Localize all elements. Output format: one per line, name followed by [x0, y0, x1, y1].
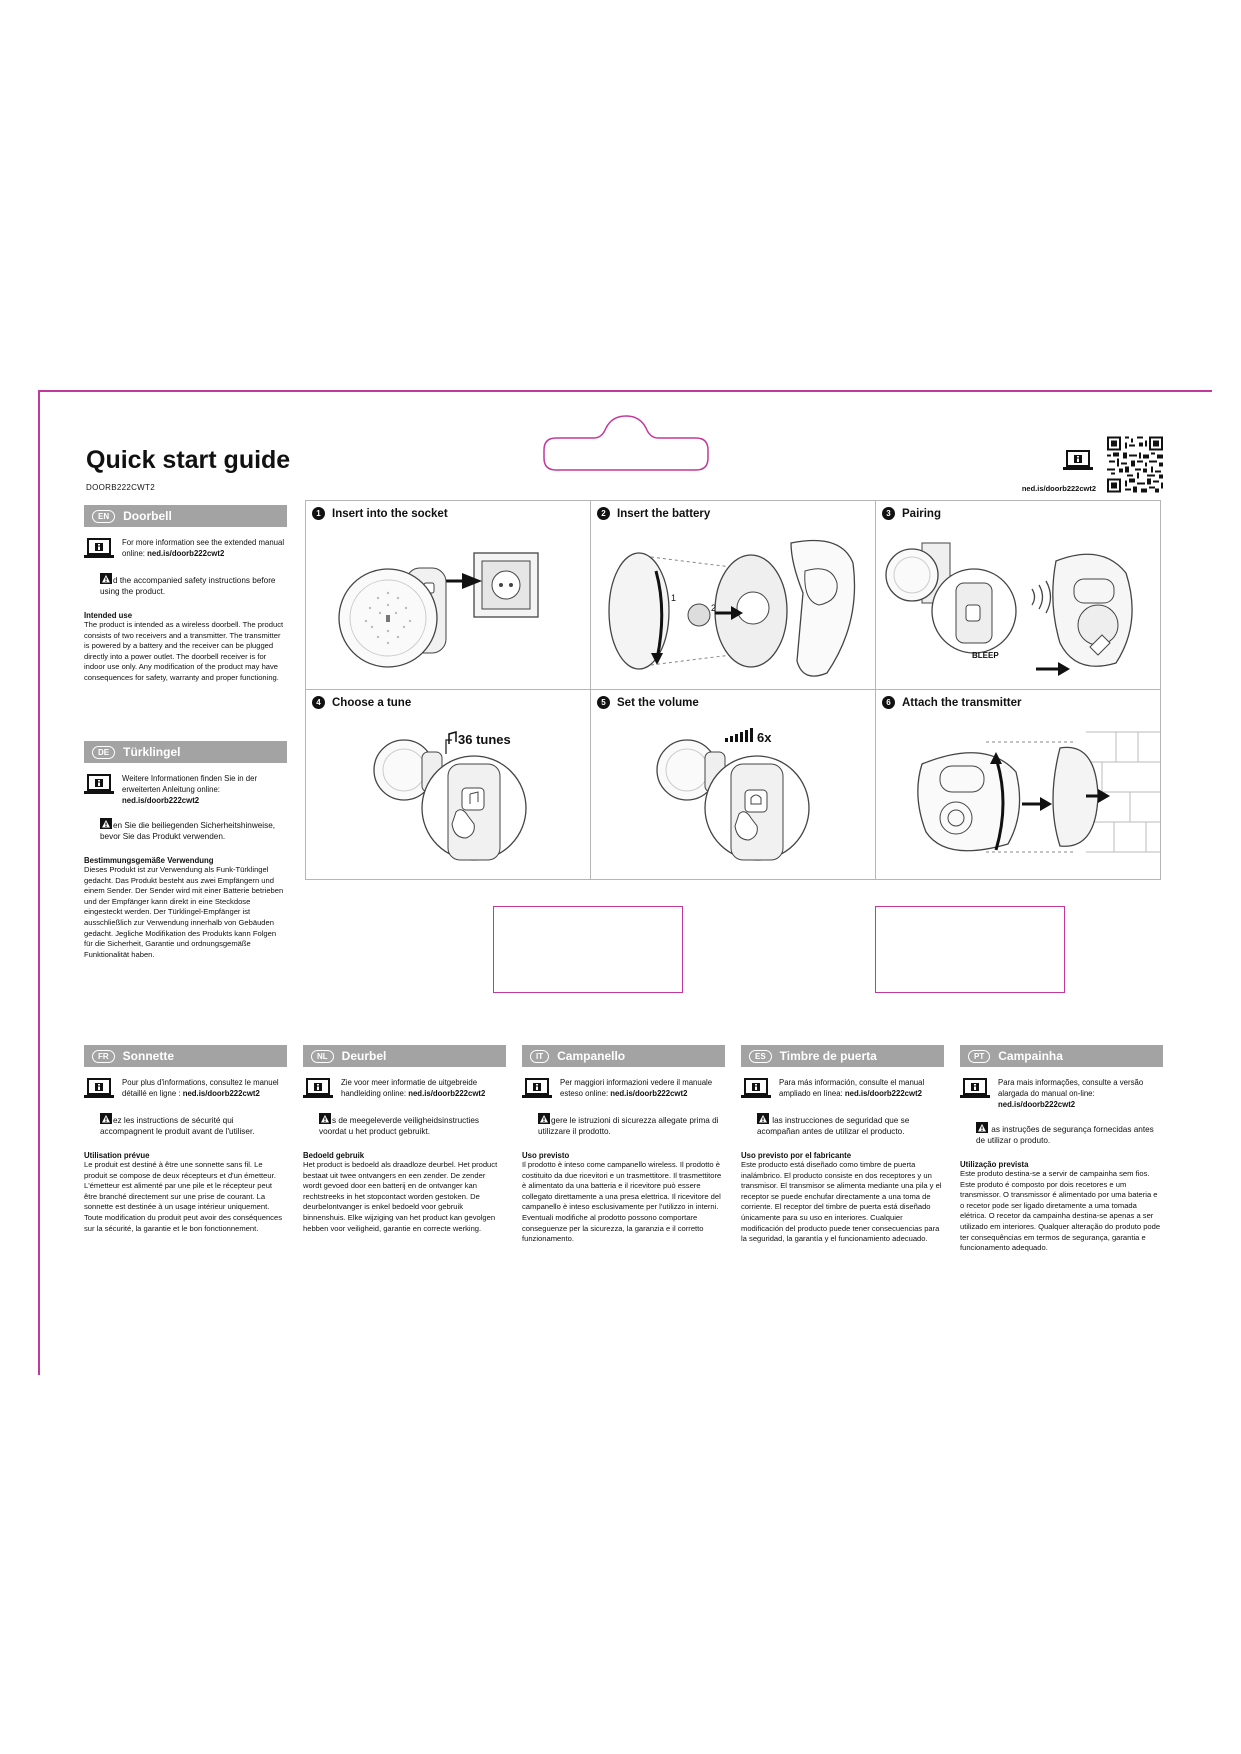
intended-use-title: Utilização prevista [960, 1160, 1029, 1169]
pairing-illustration [876, 523, 1160, 689]
warning-text: s de meegeleverde veiligheidsinstructies voordat u het product gebruikt. [319, 1116, 479, 1136]
lang-section-nl [303, 1045, 506, 1234]
step-6-panel [876, 690, 1161, 880]
model-number: DOORB222CWT2 [86, 483, 155, 492]
warning-triangle-icon [757, 1113, 769, 1124]
safety-warning [960, 1122, 1163, 1146]
steps-grid [305, 500, 1161, 880]
warning-triangle-icon [976, 1122, 988, 1133]
battery-insert-illustration [591, 523, 875, 689]
online-manual-info [84, 773, 287, 806]
intended-use-text: The product is intended as a wireless doorbell. The product consists of two receivers and a transmitter. The transmitter is powered by a battery and the receiver can be plugged directly into a power outlet. The doorbell receiver is for indoor use only. Any modification of the product may have consequences for safety, warranty and proper functioning. [84, 620, 284, 682]
manual-link[interactable]: ned.is/doorb222cwt2 [408, 1089, 486, 1098]
intended-use-title: Bedoeld gebruik [303, 1151, 365, 1160]
lang-section-fr [84, 1045, 287, 1234]
safety-warning [522, 1113, 725, 1137]
tunes-label: 36 tunes [458, 732, 511, 747]
laptop-info-icon [741, 1077, 771, 1101]
manual-link[interactable]: ned.is/doorb222cwt2 [844, 1089, 923, 1098]
choose-tune-illustration [306, 712, 590, 878]
lang-section-it [522, 1045, 725, 1245]
step-title: Choose a tune [332, 696, 412, 709]
warning-text: ez les instructions de sécurité qui accompagnent le produit avant de l'utiliser. [100, 1116, 255, 1136]
warning-triangle-icon [538, 1113, 550, 1124]
online-manual-info [741, 1077, 944, 1101]
crop-guide-left [38, 390, 40, 1375]
intended-use-text: Il prodotto è inteso come campanello wireless. Il prodotto è costituito da due ricevitori e un trasmettitore. Il trasmettitore è alimentato da una batteria e il ricevitore può essere collegato direttamente a una presa elettrica. Il ricevitore del campanello è inteso esclusivamente per l'utilizzo in interni. Eventuali modifiche al prodotto possono comportare conseguenze per la sicurezza, la garanzia e il corretto funzionamento. [522, 1160, 722, 1244]
manual-link[interactable]: ned.is/doorb222cwt2 [1021, 484, 1096, 493]
laptop-info-icon [84, 1077, 114, 1101]
warning-triangle-icon [100, 818, 112, 829]
safety-warning [741, 1113, 944, 1137]
lang-header-en [84, 505, 287, 527]
manual-link[interactable]: ned.is/doorb222cwt2 [998, 1100, 1076, 1109]
lang-code-badge: NL [311, 1050, 334, 1063]
step-number: 6 [882, 696, 895, 709]
step-1-panel [306, 501, 591, 690]
lang-code-badge: ES [749, 1050, 772, 1063]
online-manual-info [960, 1077, 1163, 1110]
lang-code-badge: FR [92, 1050, 115, 1063]
laptop-info-icon [303, 1077, 333, 1101]
step-number: 3 [882, 507, 895, 520]
lang-section-en [84, 505, 287, 684]
manual-link[interactable]: ned.is/doorb222cwt2 [122, 796, 200, 805]
online-manual-info [303, 1077, 506, 1101]
info-text: Zie voor meer informatie de uitgebreide handleiding online: [341, 1078, 478, 1098]
intended-use-title: Utilisation prévue [84, 1151, 150, 1160]
qr-code-icon[interactable] [1107, 436, 1163, 493]
lang-header-it [522, 1045, 725, 1067]
online-manual-info [84, 1077, 287, 1101]
manual-link[interactable]: ned.is/doorb222cwt2 [182, 1089, 260, 1098]
warning-triangle-icon [319, 1113, 331, 1124]
lang-section-es [741, 1045, 944, 1245]
info-text: Para más información, consulte el manual ampliado en línea: [779, 1078, 925, 1098]
info-text: Per maggiori informazioni vedere il manuale esteso online: [560, 1078, 713, 1098]
warning-text: las instrucciones de seguridad que se acompañan antes de utilizar el producto. [757, 1116, 910, 1136]
safety-warning [84, 1113, 287, 1137]
attach-transmitter-illustration [876, 712, 1160, 878]
warning-text: d the accompanied safety instructions before using the product. [100, 576, 276, 596]
intended-use-title: Bestimmungsgemäße Verwendung [84, 856, 214, 865]
laptop-info-icon [522, 1077, 552, 1101]
laptop-info-icon [1063, 449, 1093, 473]
lang-code-badge: IT [530, 1050, 549, 1063]
lang-code-badge: PT [968, 1050, 990, 1063]
set-volume-illustration [591, 712, 875, 878]
step-number: 2 [597, 507, 610, 520]
step-title: Attach the transmitter [902, 696, 1022, 709]
intended-use-text: Het product is bedoeld als draadloze deurbel. Het product bestaat uit twee ontvangers en een zender. De zender wordt gevoed door een batterij en de ontvanger kan rechtstreeks in het stopcontact worden gestoken. De deurbelontvanger is enkel bedoeld voor gebruik binnenshuis. Elke wijziging van het product kan gevolgen hebben voor veiligheid, garantie en correcte werking. [303, 1160, 498, 1233]
volume-label: 6x [757, 730, 772, 745]
step-5-panel [591, 690, 876, 880]
warning-text: en Sie die beiliegenden Sicherheitshinweise, bevor Sie das Produkt verwenden. [100, 821, 276, 841]
placeholder-box-right [875, 906, 1065, 993]
warning-triangle-icon [100, 1113, 112, 1124]
intended-use-title: Intended use [84, 611, 133, 620]
lang-header-nl [303, 1045, 506, 1067]
battery-label-2: 2 [711, 603, 717, 613]
lang-title: Türklingel [123, 745, 181, 759]
warning-text: as instruções de segurança fornecidas antes de utilizar o produto. [976, 1125, 1154, 1145]
warning-text: gere le istruzioni di sicurezza allegate prima di utilizzare il prodotto. [538, 1116, 719, 1136]
placeholder-box-left [493, 906, 683, 993]
info-text: Para mais informações, consulte a versão alargada do manual on-line: [998, 1078, 1144, 1098]
intended-use-text: Le produit est destiné à être une sonnette sans fil. Le produit se compose de deux récepteurs et d'un émetteur. L'émetteur est alimenté par une pile et le récepteur peut être branché directement sur une prise de courant. La sonnette est destinée à un usage intérieur uniquement. Toute modification du produit peut avoir des conséquences sur la sécurité, la garantie et le bon fonctionnement. [84, 1160, 282, 1233]
lang-section-pt [960, 1045, 1163, 1254]
lang-title: Campanello [557, 1049, 626, 1063]
online-manual-info [522, 1077, 725, 1101]
bleep-label: BLEEP [972, 651, 999, 660]
safety-warning [303, 1113, 506, 1137]
info-text: Pour plus d'informations, consultez le manuel détaillé en ligne : [122, 1078, 279, 1098]
lang-title: Doorbell [123, 509, 172, 523]
intended-use-title: Uso previsto por el fabricante [741, 1151, 852, 1160]
intended-use-text: Este produto destina-se a servir de campainha sem fios. Este produto é composto por dois recetores e um transmissor. O transmissor é alimentado por uma bateria e o recetor pode ser ligado diretamente a uma tomada elétrica. O recetor da campainha destina-se apenas a ser utilizado em interiores. Qualquer alteração do produto pode ter consequências em termos de segurança, garantia e funcionamento adequado. [960, 1169, 1161, 1253]
safety-warning [84, 573, 287, 597]
online-manual-info [84, 537, 287, 561]
lang-title: Timbre de puerta [779, 1049, 877, 1063]
manual-link[interactable]: ned.is/doorb222cwt2 [610, 1089, 688, 1098]
lang-header-de [84, 741, 287, 763]
page-title: Quick start guide [86, 446, 291, 474]
step-title: Insert into the socket [332, 507, 448, 520]
lang-header-es [741, 1045, 944, 1067]
intended-use-text: Dieses Produkt ist zur Verwendung als Funk-Türklingel gedacht. Das Produkt besteht aus zwei Empfängern und einem Sender. Der Sender wird mit einer Batterie betrieben und der Empfänger kann direkt in eine Steckdose eingesteckt werden. Der Türklingel-Empfänger ist ausschließlich zur Verwendung innerhalb von Gebäuden gedacht. Jegliche Modifikation des Produkts kann Folgen für die Sicherheit, Garantie und ordnungsgemäße Funktionalität haben. [84, 865, 284, 959]
step-title: Set the volume [617, 696, 699, 709]
info-text: For more information see the extended manual online: [122, 538, 285, 558]
fold-tab-outline [542, 412, 710, 472]
step-number: 4 [312, 696, 325, 709]
warning-triangle-icon [100, 573, 112, 584]
step-title: Insert the battery [617, 507, 711, 520]
step-2-panel [591, 501, 876, 690]
laptop-info-icon [960, 1077, 990, 1101]
step-number: 1 [312, 507, 325, 520]
battery-label-1: 1 [671, 593, 677, 603]
lang-section-de [84, 741, 287, 960]
manual-link[interactable]: ned.is/doorb222cwt2 [147, 549, 225, 558]
safety-warning [84, 818, 287, 842]
laptop-info-icon [84, 773, 114, 797]
lang-title: Sonnette [122, 1049, 175, 1063]
doorbell-socket-illustration [306, 523, 590, 689]
step-number: 5 [597, 696, 610, 709]
lang-title: Campainha [998, 1049, 1063, 1063]
lang-code-badge: DE [92, 746, 115, 759]
step-3-panel [876, 501, 1161, 690]
intended-use-text: Este producto está diseñado como timbre de puerta inalámbrico. El producto consiste en dos receptores y un transmisor. El transmisor se alimenta mediante una pila y el receptor se puede enchufar directamente a una toma de corriente. El receptor del timbre de puerta está diseñado únicamente para su uso en interiores. Cualquier modificación del producto puede tener consecuencias para la seguridad, la garantía y el funcionamiento adecuado. [741, 1160, 942, 1244]
laptop-info-icon [84, 537, 114, 561]
lang-header-fr [84, 1045, 287, 1067]
step-4-panel [306, 690, 591, 880]
crop-guide-top [38, 390, 1212, 392]
info-text: Weitere Informationen finden Sie in der erweiterten Anleitung online: [122, 774, 258, 794]
lang-header-pt [960, 1045, 1163, 1067]
lang-title: Deurbel [341, 1049, 387, 1063]
step-title: Pairing [902, 507, 941, 520]
intended-use-title: Uso previsto [522, 1151, 570, 1160]
lang-code-badge: EN [92, 510, 115, 523]
